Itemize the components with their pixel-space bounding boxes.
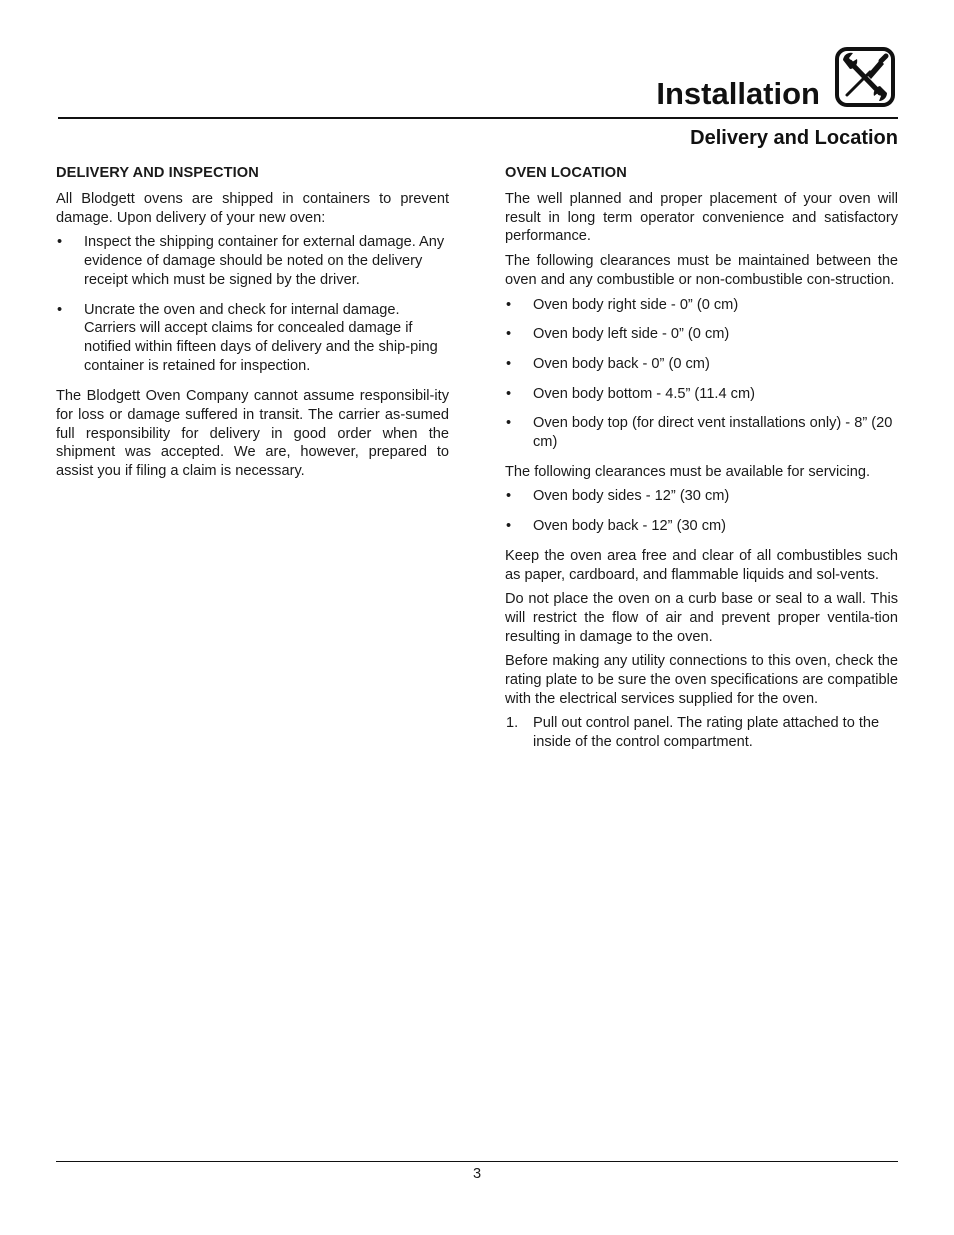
bullet-marker: • xyxy=(506,385,512,402)
list-item: • Oven body top (for direct vent installations only) - 8” (20 cm) xyxy=(506,415,893,451)
bullet-marker: • xyxy=(506,488,512,505)
list-item: • Oven body bottom - 4.5” (11.4 cm) xyxy=(506,385,755,402)
oven-location-heading: OVEN LOCATION xyxy=(505,165,627,181)
rating-plate-paragraph: Before making any utility connections to this oven, check the rating plate to be sure the oven specifications are compatible with the electrical services supplied for the oven. xyxy=(505,653,898,707)
list-item: • Oven body left side - 0” (0 cm) xyxy=(506,326,730,343)
bullet-marker: • xyxy=(506,326,512,343)
header-divider xyxy=(58,117,898,119)
clearance-paragraph: The following clearances must be maintained between the oven and any combustible or non-combustible con-struction. xyxy=(505,253,898,288)
curb-base-paragraph: Do not place the oven on a curb base or seal to a wall. This will restrict the flow of air and prevent proper ventila-tion resulting in damage to the oven. xyxy=(505,591,898,645)
wrench-screwdriver-icon xyxy=(834,46,896,108)
bullet-marker: • xyxy=(506,355,512,372)
list-item: • Oven body back - 12” (30 cm) xyxy=(506,518,727,535)
list-item: • Uncrate the oven and check for internal damage. Carriers will accept claims for concealed damage if notified within fifteen days of delivery and the ship-ping container is retained for inspection. xyxy=(57,301,438,374)
delivery-bullet-list xyxy=(56,233,449,375)
servicing-paragraph: The following clearances must be available for servicing. xyxy=(505,463,871,480)
list-item: 1. Pull out control panel. The rating plate attached to the inside of the control compartment. xyxy=(506,715,880,751)
step-number: 1. xyxy=(506,715,519,732)
bullet-marker: • xyxy=(506,518,512,535)
delivery-closing: The Blodgett Oven Company cannot assume responsibil-ity for loss or damage suffered in transit. The carrier as-sumed full responsibility for delivery in good order when the shipment was accepted. We are, however, prepared to assist you if filing a claim is necessary. xyxy=(56,388,449,480)
combustibles-paragraph: Keep the oven area free and clear of all combustibles such as paper, cardboard, and flammable liquids and sol-vents. xyxy=(505,547,898,583)
list-item: • Oven body sides - 12” (30 cm) xyxy=(506,488,730,505)
list-item: • Oven body back - 0” (0 cm) xyxy=(506,355,710,372)
bullet-marker: • xyxy=(506,296,512,313)
bullet-marker: • xyxy=(57,234,63,251)
right-column xyxy=(505,163,898,763)
left-column xyxy=(56,163,449,487)
list-item: • Inspect the shipping container for external damage. Any evidence of damage should be noted on the delivery receipt which must be signed by the driver. xyxy=(57,234,445,288)
page-title: Installation xyxy=(656,76,820,111)
page-number: 3 xyxy=(472,1166,482,1182)
location-paragraph: The well planned and proper placement of your oven will result in long term operator convenience and satisfactory performance. xyxy=(505,191,898,245)
section-title: Delivery and Location xyxy=(690,127,898,149)
bullet-marker: • xyxy=(57,301,63,318)
footer-divider xyxy=(56,1161,898,1162)
delivery-intro: All Blodgett ovens are shipped in containers to prevent damage. Upon delivery of your new oven: xyxy=(56,191,449,226)
clearance-list xyxy=(505,296,898,452)
servicing-list xyxy=(505,487,898,535)
delivery-heading: DELIVERY AND INSPECTION xyxy=(56,165,259,181)
steps-list xyxy=(505,714,898,751)
bullet-marker: • xyxy=(506,415,512,432)
list-item: • Oven body right side - 0” (0 cm) xyxy=(506,296,739,313)
